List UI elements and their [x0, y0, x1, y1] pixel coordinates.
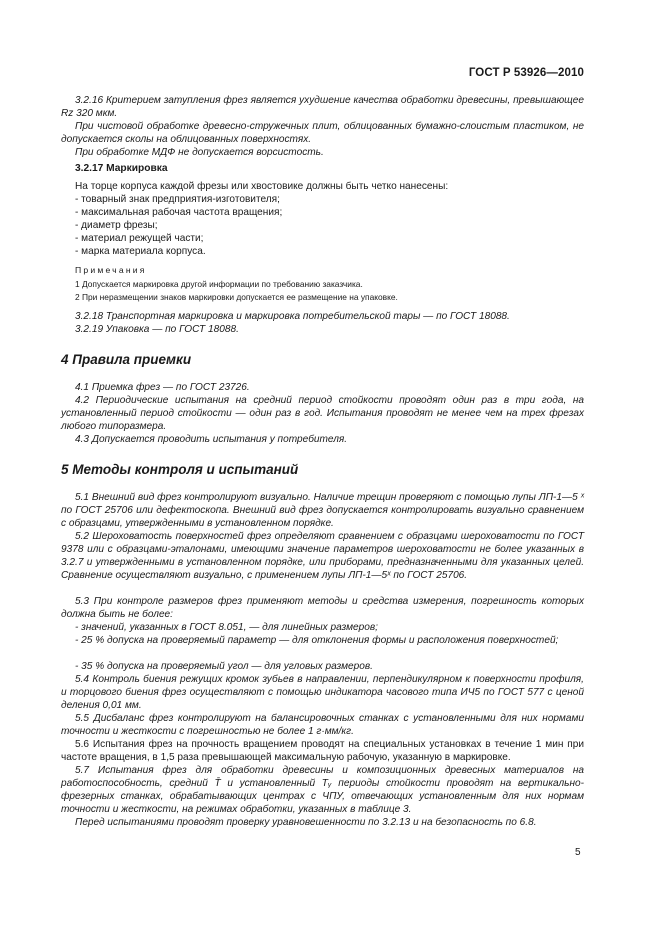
note-item: 2 При неразмещении знаков маркировки допускается ее размещение на упаковке.	[75, 292, 398, 302]
paragraph-3-2-19: 3.2.19 Упаковка — по ГОСТ 18088.	[75, 324, 239, 335]
marking-intro: На торце корпуса каждой фрезы или хвостовике должны быть четко нанесены:	[75, 181, 449, 192]
p53-list-item: - 35 % допуска на проверяемый угол — для угловых размеров.	[75, 661, 373, 672]
marking-list-item: - материал режущей части;	[75, 233, 204, 244]
paragraph-5-7-balance: Перед испытаниями проводят проверку уравновешенности по 3.2.13 и на безопасность по 6.8.	[75, 817, 537, 828]
paragraph-5-4: 5.4 Контроль биения режущих кромок зубьев в направлении, перпендикулярном к поверхности профиля, и торцового биения фрез осуществляют с помощью индикатора часового типа ИЧ5 по ГОСТ 577 с ценой деления 0,01 мм.	[61, 674, 584, 711]
p53-list-item: - значений, указанных в ГОСТ 8.051, — для линейных размеров;	[75, 622, 378, 633]
marking-list-item: - диаметр фрезы;	[75, 220, 158, 231]
paragraph-4-2: 4.2 Периодические испытания на средний период стойкости проводят один раз в три года, на установленный период стойкости — один раз в год. Испытания проводят не менее чем на трех фрезах любого типоразмера.	[61, 395, 584, 432]
paragraph-3-2-16-mdf: При обработке МДФ не допускается ворсистость.	[75, 147, 324, 158]
paragraph-5-1: 5.1 Внешний вид фрез контролируют визуально. Наличие трещин проверяют с помощью лупы ЛП-1—5 ˣ по ГОСТ 25706 или дефектоскопа. Внешний вид фрез допускается контролировать визуально сравнением с образцами, утвержденными в установленном порядке.	[61, 492, 584, 529]
paragraph-4-1: 4.1 Приемка фрез — по ГОСТ 23726.	[75, 382, 250, 393]
p53-list-item: - 25 % допуска на проверяемый параметр — для отклонения формы и расположения поверхностей;	[75, 635, 559, 646]
paragraph-3-2-18: 3.2.18 Транспортная маркировка и маркировка потребительской тары — по ГОСТ 18088.	[75, 311, 510, 322]
gost-header: ГОСТ Р 53926—2010	[468, 67, 584, 79]
paragraph-3-2-16: 3.2.16 Критерием затупления фрез является ухудшение качества обработки древесины, превышающее Rz 320 мкм.	[61, 95, 584, 119]
marking-list-item: - товарный знак предприятия-изготовителя;	[75, 194, 280, 205]
paragraph-4-3: 4.3 Допускается проводить испытания у потребителя.	[75, 434, 348, 445]
subheading-3-2-17: 3.2.17 Маркировка	[75, 163, 168, 174]
section-5-heading: 5 Методы контроля и испытаний	[61, 462, 299, 477]
marking-list-item: - марка материала корпуса.	[75, 246, 206, 257]
paragraph-5-2: 5.2 Шероховатость поверхностей фрез определяют сравнением с образцами шероховатости по ГОСТ 9378 или с образцами-эталонами, имеющими значение параметров шероховатости не более указанных в 3.2.7 и утвержденными в установленном порядке, или приборами, предназначенными для указанных целей. Сравнение осуществляют визуально, с применением лупы ЛП-1—5ˣ по ГОСТ 25706.	[61, 531, 584, 581]
section-4-heading: 4 Правила приемки	[61, 352, 192, 367]
notes-title: Примечания	[75, 265, 147, 275]
note-item: 1 Допускается маркировка другой информации по требованию заказчика.	[75, 279, 363, 289]
paragraph-5-5: 5.5 Дисбаланс фрез контролируют на балансировочных станках с установленными для них нормами точности и жесткости с погрешностью не более 1 г·мм/кг.	[61, 713, 584, 737]
paragraph-3-2-16-chipboard: При чистовой обработке древесно-стружечных плит, облицованных бумажно-слоистым пластиком, не допускается сколы на облицованных поверхностях.	[61, 121, 584, 145]
paragraph-5-7: 5.7 Испытания фрез для обработки древесины и композиционных древесных материалов на работоспособность, средний T̄ и установленный Tᵧ периоды стойкости проводят на вертикально-фрезерных станках, обрабатывающих центрах с ЧПУ, отвечающих установленным для них нормам точности и жесткости, на режимах обработки, указанных в таблице 3.	[61, 765, 584, 815]
page-number: 5	[575, 847, 581, 858]
marking-list-item: - максимальная рабочая частота вращения;	[75, 207, 283, 218]
paragraph-5-3: 5.3 При контроле размеров фрез применяют методы и средства измерения, погрешность которых должна быть не более:	[61, 596, 584, 620]
paragraph-5-6: 5.6 Испытания фрез на прочность вращением проводят на специальных установках в течение 1 мин при частоте вращения, в 1,5 раза превышающей максимальную рабочую, указанную в маркировке.	[61, 739, 584, 763]
